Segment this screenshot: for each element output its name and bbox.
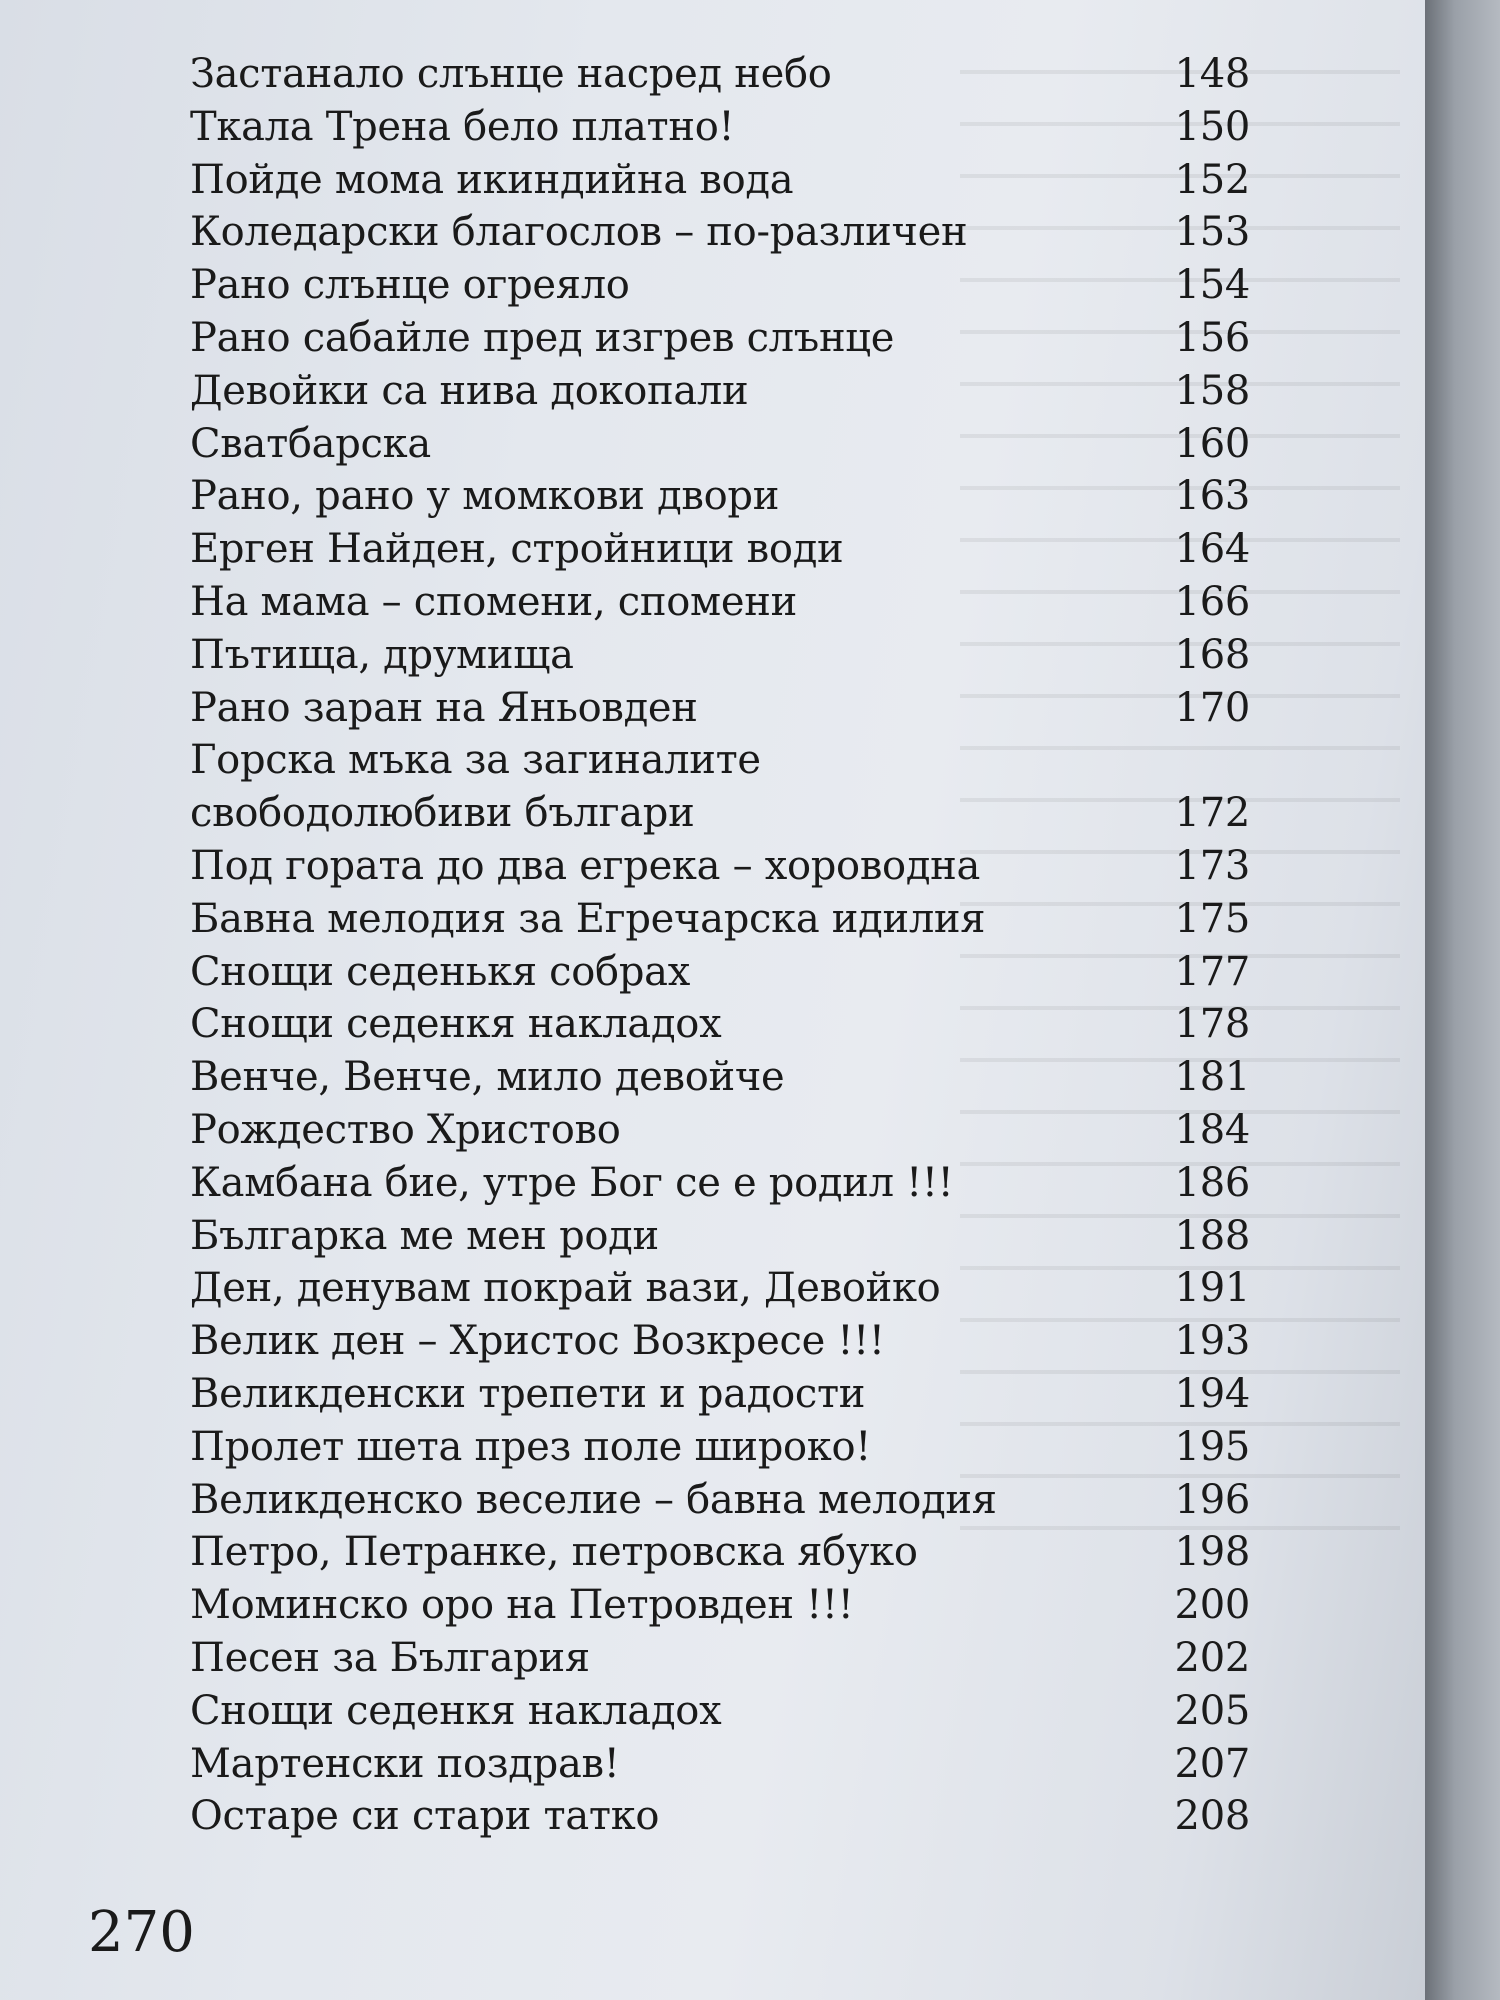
toc-entry-title: Рано, рано у момкови двори	[190, 473, 780, 520]
toc-entry-page: 193	[1174, 1318, 1250, 1365]
toc-entry	[190, 840, 1270, 893]
toc-entry-title: Застанало слънце насред небо	[190, 51, 832, 97]
toc-entry-title: Снощи седенкя накладох	[190, 1687, 722, 1734]
toc-entry-title: Песен за България	[190, 1634, 590, 1681]
toc-entry-page: 173	[1174, 842, 1250, 889]
toc-entry-title: Пойде мома икиндийна вода	[190, 156, 794, 203]
toc-entry-title: Петро, Петранке, петровска ябуко	[190, 1529, 918, 1576]
toc-entry	[190, 101, 1270, 154]
toc-entry-page: 160	[1174, 420, 1250, 467]
toc-entry-title: Снощи седенкя накладох	[190, 1001, 722, 1048]
toc-entry-page: 186	[1174, 1159, 1250, 1206]
toc-entry-title: Рано сабайле пред изгрев слънце	[190, 314, 895, 361]
toc-entry	[190, 1526, 1270, 1579]
toc-entry	[190, 1474, 1270, 1527]
toc-entry	[190, 312, 1270, 365]
toc-entry	[190, 1579, 1270, 1632]
toc-entry-page: 208	[1174, 1793, 1250, 1840]
toc-entry-title: Ткала Трена бело платно!	[190, 103, 735, 150]
toc-entry-title: Рано слънце огреяло	[190, 262, 630, 309]
toc-entry	[190, 1368, 1270, 1421]
toc-entry-title: Пътища, друмища	[190, 631, 574, 678]
toc-entry-title: Моминско оро на Петровден !!!	[190, 1582, 854, 1629]
toc-entry-title: Българка ме мен роди	[190, 1212, 659, 1259]
toc-entry-title: Рождество Христово	[190, 1106, 621, 1153]
toc-entry	[190, 365, 1270, 418]
toc-entry-page: 178	[1174, 1001, 1250, 1048]
toc-entry-page: 191	[1174, 1265, 1250, 1312]
toc-entry-title: Ден, денувам покрай вази, Девойко	[190, 1265, 941, 1312]
toc-entry-title: Пролет шета през поле широко!	[190, 1423, 872, 1470]
toc-entry-page: 166	[1174, 578, 1250, 625]
toc-entry-page: 196	[1174, 1476, 1250, 1523]
toc-entry-page: 198	[1174, 1529, 1250, 1576]
toc-entry	[190, 1790, 1270, 1843]
toc-entry	[190, 576, 1270, 629]
toc-entry-page: 172	[1174, 790, 1250, 837]
toc-entry	[190, 1051, 1270, 1104]
toc-entry-title: Великденско веселие – бавна мелодия	[190, 1476, 997, 1523]
toc-entry	[190, 1262, 1270, 1315]
toc-entry-page: 170	[1174, 684, 1250, 731]
toc-entry-page: 150	[1174, 103, 1250, 150]
toc-entry	[190, 1157, 1270, 1210]
background-surface	[1425, 0, 1500, 2000]
toc-entry-page: 184	[1174, 1106, 1250, 1153]
toc-entry-page: 195	[1174, 1423, 1250, 1470]
toc-entry-page: 158	[1174, 367, 1250, 414]
toc-entry	[190, 734, 1270, 840]
toc-entry	[190, 1421, 1270, 1474]
toc-entry	[190, 1685, 1270, 1738]
toc-entry-title: Остаре си стари татко	[190, 1793, 660, 1840]
toc-entry	[190, 1738, 1270, 1791]
toc-entry-page: 156	[1174, 314, 1250, 361]
toc-entry-title: Девойки са нива докопали	[190, 367, 749, 414]
toc-entry-title: Горска мъка за загиналите свободолюбиви българи	[190, 737, 761, 837]
toc-entry	[190, 470, 1270, 523]
toc-entry	[190, 682, 1270, 735]
toc-entry-page: 168	[1174, 631, 1250, 678]
toc-entry-page: 205	[1174, 1687, 1250, 1734]
toc-entry	[190, 259, 1270, 312]
toc-entry	[190, 1315, 1270, 1368]
toc-entry-page: 163	[1174, 473, 1250, 520]
toc-entry-title: Коледарски благослов – по-различен	[190, 209, 968, 256]
toc-entry-title: Мартенски поздрав!	[190, 1740, 620, 1787]
toc-entry-page: 200	[1174, 1582, 1250, 1629]
toc-entry	[190, 418, 1270, 471]
toc-entry-title: Ерген Найден, стройници води	[190, 526, 844, 573]
toc-entry	[190, 523, 1270, 576]
toc-entry-title: Венче, Венче, мило девойче	[190, 1054, 785, 1101]
toc-entry-page: 188	[1174, 1212, 1250, 1259]
toc-entry	[190, 998, 1270, 1051]
toc-entry-title: На мама – спомени, спомени	[190, 578, 797, 625]
table-of-contents	[190, 48, 1270, 1843]
toc-entry-page: 181	[1174, 1054, 1250, 1101]
toc-entry-title: Бавна мелодия за Егречарска идилия	[190, 895, 986, 942]
toc-entry-page: 152	[1174, 156, 1250, 203]
toc-entry	[190, 206, 1270, 259]
toc-entry	[190, 154, 1270, 207]
toc-entry-page: 148	[1174, 51, 1250, 97]
toc-entry-page: 194	[1174, 1370, 1250, 1417]
page-number: 270	[88, 1900, 195, 1965]
toc-entry-title: Камбана бие, утре Бог се е родил !!!	[190, 1159, 954, 1206]
toc-entry-title: Великденски трепети и радости	[190, 1370, 866, 1417]
toc-entry	[190, 629, 1270, 682]
toc-entry-title: Снощи седенькя собрах	[190, 948, 690, 995]
toc-entry-page: 175	[1174, 895, 1250, 942]
toc-entry-page: 202	[1174, 1634, 1250, 1681]
toc-entry	[190, 893, 1270, 946]
toc-entry-title: Рано заран на Яньовден	[190, 684, 698, 731]
toc-entry	[190, 1210, 1270, 1263]
toc-entry-page: 154	[1174, 262, 1250, 309]
toc-entry-page: 177	[1174, 948, 1250, 995]
toc-entry-title: Велик ден – Христос Возкресе !!!	[190, 1318, 885, 1365]
toc-entry	[190, 1632, 1270, 1685]
toc-entry-page: 153	[1174, 209, 1250, 256]
toc-entry-title: Под гората до два егрека – хороводна	[190, 842, 981, 889]
toc-entry-page: 207	[1174, 1740, 1250, 1787]
toc-entry-page: 164	[1174, 526, 1250, 573]
toc-entry	[190, 946, 1270, 999]
toc-entry-title: Сватбарска	[190, 420, 431, 467]
toc-entry	[190, 48, 1270, 101]
toc-entry	[190, 1104, 1270, 1157]
